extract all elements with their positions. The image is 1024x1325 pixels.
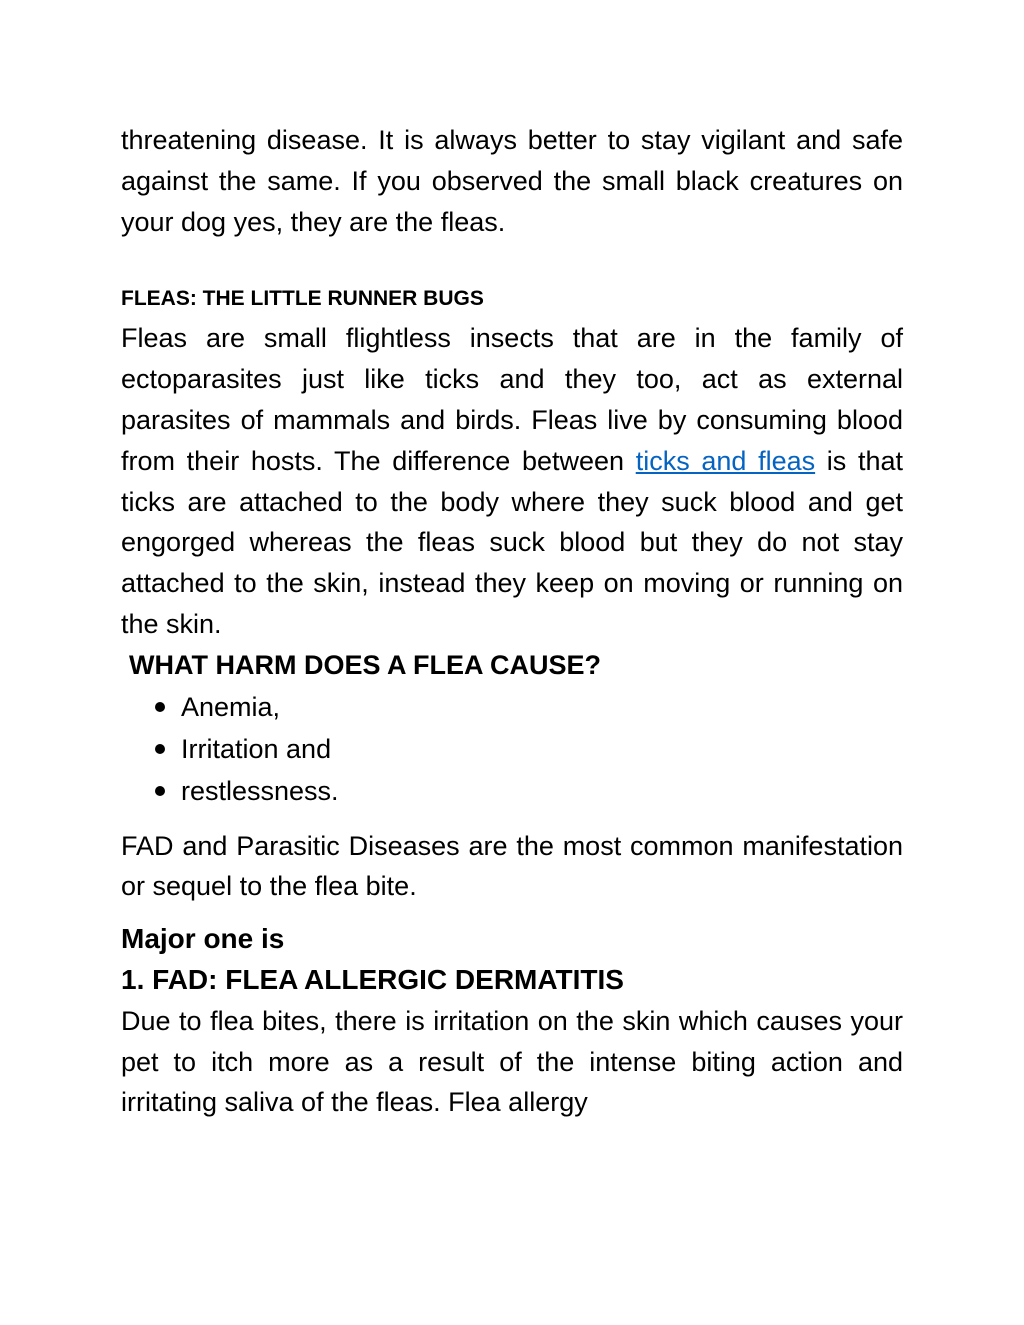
major-heading: Major one is [121, 923, 285, 955]
list-item [121, 686, 903, 728]
harm-list [121, 686, 903, 812]
bullet-icon [155, 744, 165, 754]
bullet-icon [155, 702, 165, 712]
bullet-icon [155, 786, 165, 796]
fad-paragraph: FAD and Parasitic Diseases are the most common manifestation or sequel to the flea bite. [121, 830, 903, 902]
fad-description-paragraph: Due to flea bites, there is irritation on the skin which causes your pet to itch more as a result of the intense biting action and irritating saliva of the fleas. Flea allergy [121, 1005, 903, 1118]
fleas-paragraph [121, 318, 903, 644]
list-item-text: restlessness. [181, 775, 339, 806]
ticks-and-fleas-link[interactable]: ticks and fleas [635, 445, 816, 476]
fleas-text-before-link: Fleas are small flightless insects that are in the family of ectoparasites just like ticks and they too, act as external parasites of mammals and birds. Fleas live by consuming blood from their hosts. The difference between [121, 323, 903, 476]
fleas-text-after-link: is that ticks are attached to the body where they suck blood and get engorged whereas the fleas suck blood but they do not stay attached to the skin, instead they keep on moving or running on the skin. [121, 445, 903, 639]
harm-heading: WHAT HARM DOES A FLEA CAUSE? [129, 649, 601, 680]
fleas-heading: FLEAS: THE LITTLE RUNNER BUGS [121, 287, 484, 311]
list-item [121, 728, 903, 770]
list-item [121, 770, 903, 812]
fad-subheading: 1. FAD: FLEA ALLERGIC DERMATITIS [121, 963, 624, 995]
list-item-text: Anemia, [181, 691, 281, 722]
list-item-text: Irritation and [181, 733, 332, 764]
intro-paragraph: threatening disease. It is always better to stay vigilant and safe against the same. If you observed the small black creatures on your dog yes, they are the fleas. [121, 125, 903, 237]
document-page [121, 120, 903, 1123]
